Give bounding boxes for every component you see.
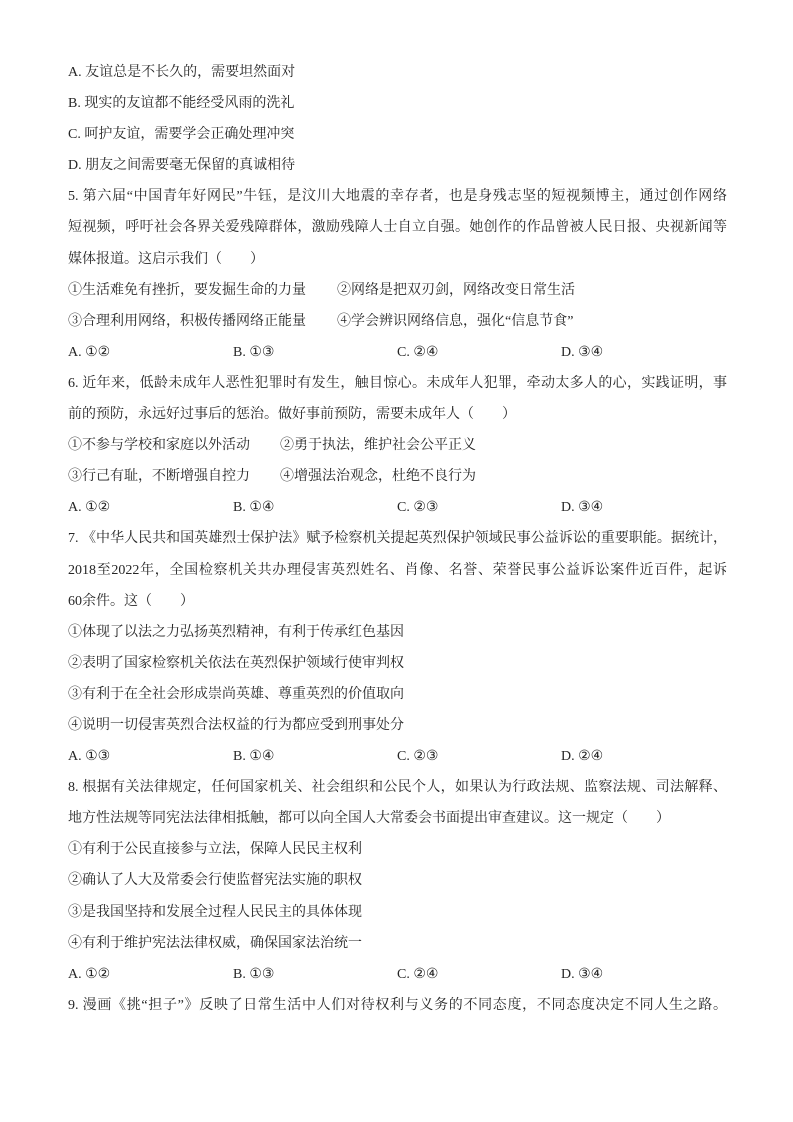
q7-stem-line-2: 2018至2022年，全国检察机关共办理侵害英烈姓名、肖像、名誉、荣誉民事公益诉讼案件近百件，起诉 [68, 562, 727, 578]
q6-stem-line-1: 6. 近年来，低龄未成年人恶性犯罪时有发生，触目惊心。未成年人犯罪，牵动太多人的心，实践证明，事 [68, 375, 727, 391]
q5-answer-d: D. ③④ [561, 344, 604, 360]
q6-stem-line-2: 前的预防，永远好过事后的惩治。做好事前预防，需要未成年人（ ） [68, 407, 516, 423]
q5-numbered-option-4: ④学会辨识网络信息，强化“信息节食” [337, 313, 574, 329]
q7-answer-c: C. ②③ [397, 749, 439, 765]
q6-answer-d: D. ③④ [561, 500, 604, 516]
q5-stem-line-1: 5. 第六届“中国青年好网民”牛钰，是汶川大地震的幸存者，也是身残志坚的短视频博主，通过创作网络 [68, 189, 727, 205]
q7-answer-d: D. ②④ [561, 749, 604, 765]
q9-stem-line-1: 9. 漫画《挑“担子”》反映了日常生活中人们对待权利与义务的不同态度，不同态度决定不同人生之路。 [68, 997, 727, 1013]
q8-numbered-option-4: ④有利于维护宪法法律权威，确保国家法治统一 [68, 935, 362, 951]
q5-answer-c: C. ②④ [397, 344, 439, 360]
q7-answer-b: B. ①④ [233, 749, 275, 765]
q6-answer-row [68, 492, 727, 523]
q6-numbered-option-4: ④增强法治观念，杜绝不良行为 [280, 469, 476, 485]
q8-answer-d: D. ③④ [561, 966, 604, 982]
q8-answer-a: A. ①② [68, 966, 111, 982]
q6-answer-c: C. ②③ [397, 500, 439, 516]
q5-answer-b: B. ①③ [233, 344, 275, 360]
q8-stem-line-1: 8. 根据有关法律规定，任何国家机关、社会组织和公民个人，如果认为行政法规、监察法规、司法解释、 [68, 780, 727, 796]
q8-answer-b: B. ①③ [233, 966, 275, 982]
q5-numbered-option-2: ②网络是把双刃剑，网络改变日常生活 [337, 282, 575, 298]
q6-numbered-option-2: ②勇于执法，维护社会公平正义 [280, 438, 476, 454]
exam-content [68, 57, 727, 1021]
q6-answer-b: B. ①④ [233, 500, 275, 516]
q7-numbered-option-1: ①体现了以法之力弘扬英烈精神，有利于传承红色基因 [68, 624, 404, 640]
q5-numbered-option-3: ③合理利用网络，积极传播网络正能量 [68, 313, 306, 329]
q7-numbered-option-2: ②表明了国家检察机关依法在英烈保护领域行使审判权 [68, 655, 404, 671]
q5-numbered-options-row-2 [68, 306, 727, 337]
q7-numbered-option-3: ③有利于在全社会形成崇尚英雄、尊重英烈的价值取向 [68, 686, 404, 702]
q4-option-a: A. 友谊总是不长久的，需要坦然面对 [68, 65, 296, 80]
q6-numbered-option-3: ③行己有耻，不断增强自控力 [68, 469, 250, 485]
q4-option-d: D. 朋友之间需要毫无保留的真诚相待 [68, 158, 296, 174]
q7-stem-line-3: 60余件。这（ ） [68, 593, 194, 609]
q6-numbered-option-1: ①不参与学校和家庭以外活动 [68, 438, 250, 454]
q4-option-c: C. 呵护友谊，需要学会正确处理冲突 [68, 127, 295, 143]
q5-stem-line-3: 媒体报道。这启示我们（ ） [68, 251, 264, 267]
q8-numbered-option-3: ③是我国坚持和发展全过程人民民主的具体体现 [68, 904, 362, 920]
q8-numbered-option-1: ①有利于公民直接参与立法，保障人民民主权利 [68, 842, 362, 858]
q7-numbered-option-4: ④说明一切侵害英烈合法权益的行为都应受到刑事处分 [68, 717, 404, 733]
q5-numbered-options-row-1 [68, 275, 727, 306]
q8-answer-c: C. ②④ [397, 966, 439, 982]
q6-answer-a: A. ①② [68, 500, 111, 516]
q5-numbered-option-1: ①生活难免有挫折，要发掘生命的力量 [68, 282, 306, 298]
q6-numbered-options-row-1 [68, 430, 727, 461]
q4-option-b: B. 现实的友谊都不能经受风雨的洗礼 [68, 96, 295, 112]
q5-answer-row [68, 337, 727, 368]
q8-numbered-option-2: ②确认了人大及常委会行使监督宪法实施的职权 [68, 873, 362, 889]
q5-stem-line-2: 短视频，呼吁社会各界关爱残障群体，激励残障人士自立自强。她创作的作品曾被人民日报、央视新闻等 [68, 220, 727, 236]
q5-answer-a: A. ①② [68, 344, 111, 360]
q7-answer-a: A. ①③ [68, 749, 111, 765]
q7-stem-line-1: 7. 《中华人民共和国英雄烈士保护法》赋予检察机关提起英烈保护领域民事公益诉讼的重要职能。据统计， [68, 531, 727, 547]
q6-numbered-options-row-2 [68, 461, 727, 492]
q8-answer-row [68, 959, 727, 990]
q7-answer-row [68, 741, 727, 772]
q8-stem-line-2: 地方性法规等同宪法法律相抵触，都可以向全国人大常委会书面提出审查建议。这一规定（ ） [68, 811, 670, 827]
